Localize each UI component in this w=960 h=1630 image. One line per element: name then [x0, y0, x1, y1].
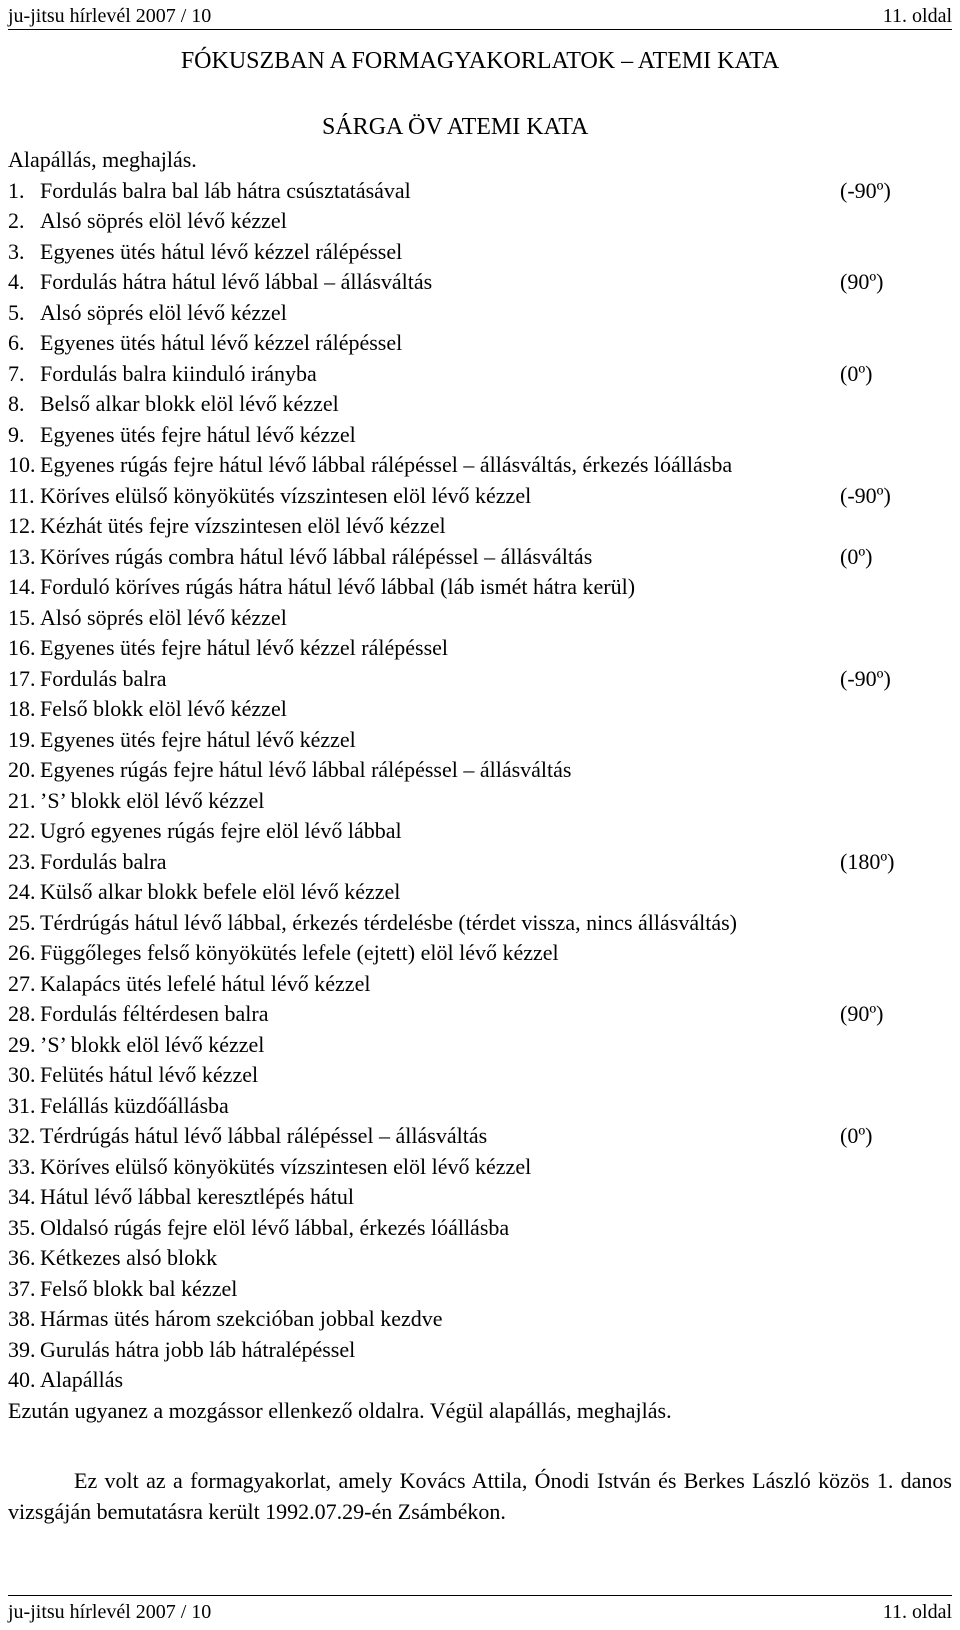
step-item [8, 755, 952, 786]
step-text: Köríves elülső könyökütés vízszintesen elöl lévő kézzel [40, 482, 532, 508]
step-number: 37. [8, 1275, 36, 1301]
step-item [8, 1335, 952, 1366]
step-angle: (0º) [840, 1123, 873, 1148]
step-number: 5. [8, 299, 25, 325]
step-text: Kalapács ütés lefelé hátul lévő kézzel [40, 970, 371, 996]
step-text: Ugró egyenes rúgás fejre elöl lévő lábbal [40, 818, 402, 843]
step-text: Fordulás balra bal láb hátra csúsztatásával [40, 177, 411, 203]
step-item [8, 938, 952, 969]
step-item [8, 450, 952, 481]
step-item [8, 999, 952, 1030]
step-number: 1. [8, 177, 25, 203]
step-item [8, 1182, 952, 1213]
step-text: Belső alkar blokk elöl lévő kézzel [40, 391, 339, 416]
step-item [8, 1213, 952, 1244]
step-number: 38. [8, 1306, 36, 1331]
step-number: 35. [8, 1214, 36, 1240]
step-text: Alsó söprés elöl lévő kézzel [40, 299, 287, 325]
step-text: Felső blokk elöl lévő kézzel [40, 696, 287, 721]
step-text: Fordulás féltérdesen balra [40, 1001, 269, 1026]
step-number: 33. [8, 1153, 36, 1179]
page-footer [8, 1598, 952, 1624]
footer-rule [8, 1595, 952, 1596]
step-item [8, 389, 952, 420]
step-item [8, 511, 952, 542]
step-item [8, 603, 952, 634]
step-number: 23. [8, 848, 36, 874]
step-number: 18. [8, 696, 36, 721]
step-number: 15. [8, 604, 36, 630]
step-item [8, 694, 952, 725]
newsletter-issue: ju-jitsu hírlevél 2007 / 10 [8, 1601, 212, 1623]
step-item [8, 298, 952, 329]
step-text: Kézhát ütés fejre vízszintesen elöl lévő kézzel [40, 513, 446, 538]
step-text: Felső blokk bal kézzel [40, 1275, 238, 1301]
step-text: Köríves elülső könyökütés vízszintesen elöl lévő kézzel [40, 1153, 532, 1179]
step-number: 2. [8, 208, 25, 233]
step-number: 13. [8, 543, 36, 569]
step-angle: (0º) [840, 543, 873, 569]
step-number: 6. [8, 330, 25, 355]
step-item [8, 725, 952, 756]
step-text: Fordulás balra [40, 665, 167, 691]
step-angle: (-90º) [840, 665, 891, 691]
step-text: Hármas ütés három szekcióban jobbal kezdve [40, 1306, 443, 1331]
step-angle: (0º) [840, 360, 873, 386]
step-item [8, 328, 952, 359]
step-number: 3. [8, 238, 25, 264]
step-item [8, 1060, 952, 1091]
step-list [8, 176, 952, 1396]
newsletter-issue: ju-jitsu hírlevél 2007 / 10 [8, 5, 212, 27]
step-angle: (180º) [840, 848, 895, 874]
step-text: Gurulás hátra jobb láb hátralépéssel [40, 1336, 356, 1362]
step-text: Alapállás [40, 1367, 124, 1392]
step-item [8, 542, 952, 573]
step-number: 25. [8, 909, 36, 935]
kata-content [8, 145, 952, 1426]
step-item [8, 176, 952, 207]
step-number: 30. [8, 1062, 36, 1087]
page-title: FÓKUSZBAN A FORMAGYAKORLATOK – ATEMI KATA [180, 48, 780, 74]
step-number: 19. [8, 726, 36, 752]
step-number: 21. [8, 787, 36, 813]
step-item [8, 481, 952, 512]
step-number: 28. [8, 1001, 36, 1026]
step-angle: (-90º) [840, 482, 891, 508]
step-item [8, 847, 952, 878]
step-item [8, 420, 952, 451]
step-text: Térdrúgás hátul lévő lábbal, érkezés térdelésbe (térdet vissza, nincs állásváltás) [40, 909, 737, 935]
step-item [8, 908, 952, 939]
step-item [8, 877, 952, 908]
step-item [8, 1304, 952, 1335]
step-number: 10. [8, 452, 36, 477]
step-text: Egyenes ütés hátul lévő kézzel rálépéssel [40, 238, 403, 264]
page-number: 11. oldal [882, 1601, 952, 1623]
intro-line: Alapállás, meghajlás. [8, 147, 197, 172]
step-item [8, 267, 952, 298]
step-text: Forduló köríves rúgás hátra hátul lévő lábbal (láb ismét hátra kerül) [40, 574, 636, 599]
step-text: ’S’ blokk elöl lévő kézzel [40, 787, 265, 813]
step-text: Alsó söprés elöl lévő kézzel [40, 208, 287, 233]
step-number: 9. [8, 421, 25, 447]
step-text: Köríves rúgás combra hátul lévő lábbal rálépéssel – állásváltás [40, 543, 593, 569]
step-number: 34. [8, 1184, 36, 1209]
step-item [8, 359, 952, 390]
step-number: 39. [8, 1336, 36, 1362]
step-number: 36. [8, 1245, 36, 1270]
step-item [8, 664, 952, 695]
step-number: 16. [8, 635, 36, 660]
step-item [8, 1274, 952, 1305]
step-text: Felütés hátul lévő kézzel [40, 1062, 259, 1087]
closing-line: Ezután ugyanez a mozgássor ellenkező oldalra. Végül alapállás, meghajlás. [8, 1397, 672, 1423]
step-text: ’S’ blokk elöl lévő kézzel [40, 1031, 265, 1057]
step-number: 27. [8, 970, 36, 996]
step-text: Hátul lévő lábbal keresztlépés hátul [40, 1184, 354, 1209]
step-text: Alsó söprés elöl lévő kézzel [40, 604, 287, 630]
step-number: 17. [8, 665, 36, 691]
step-item [8, 1365, 952, 1396]
step-number: 29. [8, 1031, 36, 1057]
step-text: Fordulás hátra hátul lévő lábbal – állásváltás [40, 269, 433, 294]
step-angle: (-90º) [840, 177, 891, 203]
step-item [8, 237, 952, 268]
step-item [8, 816, 952, 847]
step-number: 32. [8, 1123, 36, 1148]
step-number: 24. [8, 879, 36, 904]
step-item [8, 969, 952, 1000]
step-item [8, 1152, 952, 1183]
step-number: 11. [8, 482, 35, 508]
step-text: Egyenes ütés fejre hátul lévő kézzel [40, 421, 356, 447]
step-number: 31. [8, 1092, 36, 1118]
page-header [8, 2, 952, 28]
step-angle: (90º) [840, 1001, 884, 1026]
step-number: 20. [8, 757, 36, 782]
section-title: SÁRGA ÖV ATEMI KATA [322, 114, 589, 140]
step-text: Egyenes rúgás fejre hátul lévő lábbal rálépéssel – állásváltás [40, 757, 572, 782]
step-item [8, 786, 952, 817]
step-text: Függőleges felső könyökütés lefele (ejtett) elöl lévő kézzel [40, 940, 559, 965]
step-text: Fordulás balra kiinduló irányba [40, 360, 317, 386]
step-number: 4. [8, 269, 25, 294]
step-text: Egyenes ütés fejre hátul lévő kézzel [40, 726, 356, 752]
step-text: Egyenes rúgás fejre hátul lévő lábbal rálépéssel – állásváltás, érkezés lóállásba [40, 452, 733, 477]
step-text: Felállás küzdőállásba [40, 1092, 229, 1118]
step-item [8, 1030, 952, 1061]
step-number: 22. [8, 818, 36, 843]
step-item [8, 206, 952, 237]
step-number: 14. [8, 574, 36, 599]
step-item [8, 633, 952, 664]
step-text: Egyenes ütés hátul lévő kézzel rálépéssel [40, 330, 403, 355]
step-item [8, 1121, 952, 1152]
step-number: 8. [8, 391, 25, 416]
step-text: Egyenes ütés fejre hátul lévő kézzel rálépéssel [40, 635, 449, 660]
header-rule [8, 29, 952, 30]
step-number: 26. [8, 940, 36, 965]
step-item [8, 1243, 952, 1274]
step-number: 7. [8, 360, 25, 386]
step-text: Oldalsó rúgás fejre elöl lévő lábbal, érkezés lóállásba [40, 1214, 510, 1240]
step-text: Fordulás balra [40, 848, 167, 874]
step-item [8, 572, 952, 603]
step-item [8, 1091, 952, 1122]
step-text: Külső alkar blokk befele elöl lévő kézzel [40, 879, 401, 904]
step-angle: (90º) [840, 269, 884, 294]
step-text: Kétkezes alsó blokk [40, 1245, 218, 1270]
step-number: 40. [8, 1367, 36, 1392]
page-number: 11. oldal [882, 5, 952, 27]
step-text: Térdrúgás hátul lévő lábbal rálépéssel – állásváltás [40, 1123, 488, 1148]
credit-paragraph: Ez volt az a formagyakorlat, amely Kovács Attila, Ónodi István és Berkes László közös 1. danos vizsgáján bemutatásra került 1992.07.29-én Zsámbékon. [8, 1468, 952, 1524]
step-number: 12. [8, 513, 36, 538]
